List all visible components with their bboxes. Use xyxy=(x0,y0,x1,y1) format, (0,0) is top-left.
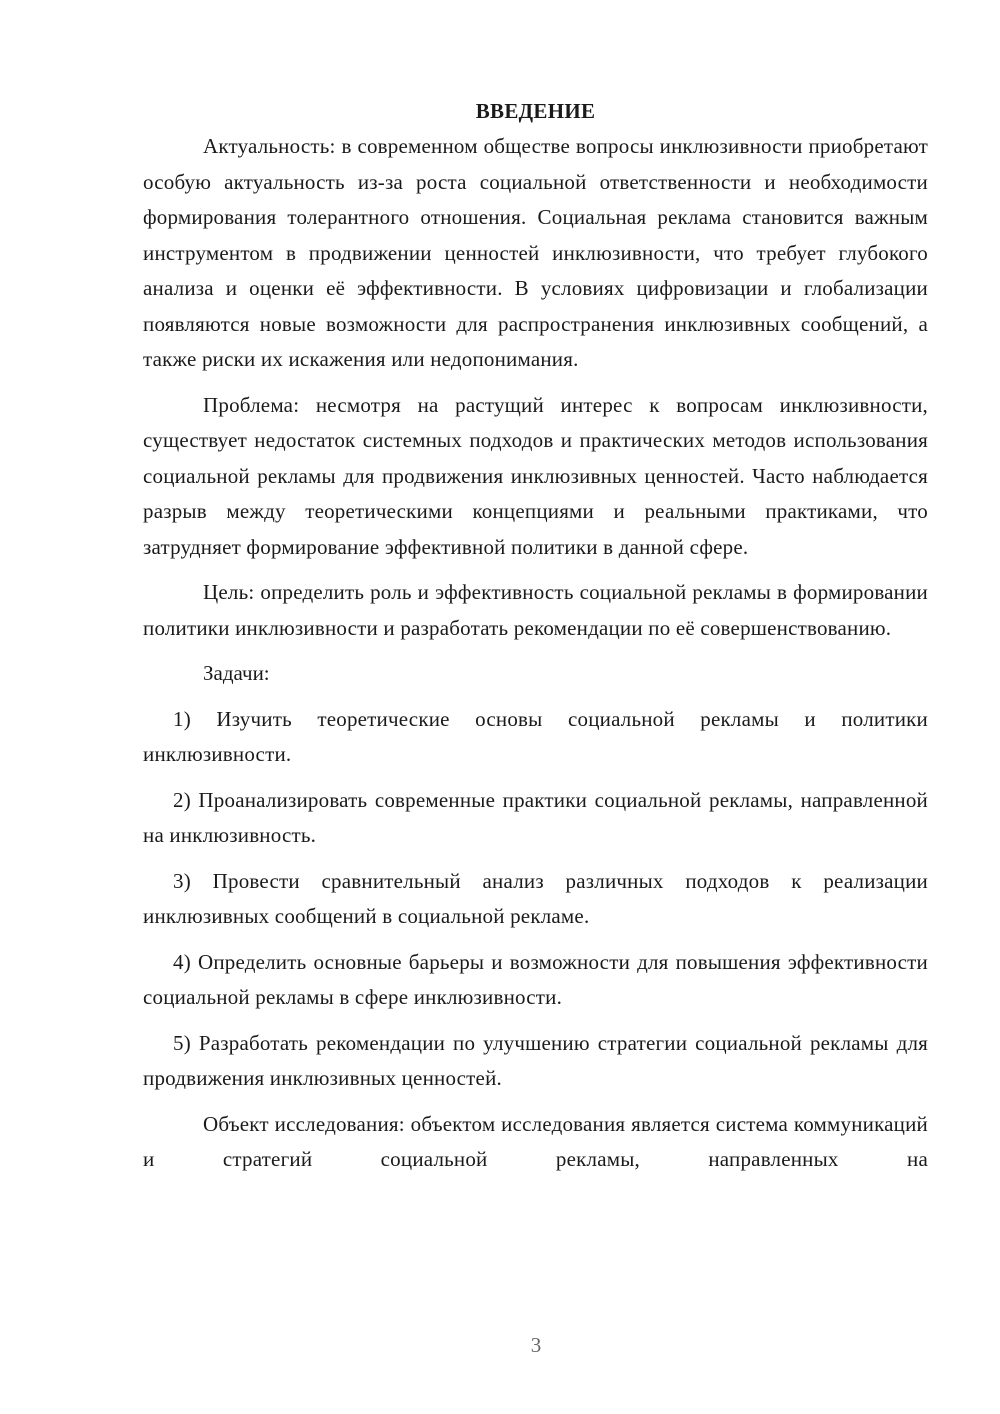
relevance-paragraph: Актуальность: в современном обществе вопросы инклюзивности приобретают особую актуальность из-за роста социальной ответственности и необходимости формирования толерантного отношения. Социальная реклама становится важным инструментом в продвижении ценностей инклюзивности, что требует глубокого анализа и оценки её эффективности. В условиях цифровизации и глобализации появляются новые возможности для распространения инклюзивных сообщений, а также риски их искажения или недопонимания. xyxy=(143,134,928,371)
section-heading: ВВЕДЕНИЕ xyxy=(475,99,596,123)
task-item: 5) Разработать рекомендации по улучшению стратегии социальной рекламы для продвижения инклюзивных ценностей. xyxy=(143,1030,928,1090)
object-paragraph: Объект исследования: объектом исследования является система коммуникаций и стратегий социальной рекламы, направленных на xyxy=(143,1111,928,1171)
goal-paragraph: Цель: определить роль и эффективность социальной рекламы в формировании политики инклюзивности и разработать рекомендации по её совершенствованию. xyxy=(143,580,928,640)
task-item: 1) Изучить теоретические основы социальной рекламы и политики инклюзивности. xyxy=(143,706,928,766)
task-item: 2) Проанализировать современные практики социальной рекламы, направленной на инклюзивность. xyxy=(143,787,928,847)
page-content xyxy=(143,94,928,1188)
task-item: 3) Провести сравнительный анализ различных подходов к реализации инклюзивных сообщений в социальной рекламе. xyxy=(143,868,928,928)
page-number: 3 xyxy=(530,1333,542,1357)
tasks-title: Задачи: xyxy=(203,661,270,685)
task-item: 4) Определить основные барьеры и возможности для повышения эффективности социальной рекламы в сфере инклюзивности. xyxy=(143,949,928,1009)
problem-paragraph: Проблема: несмотря на растущий интерес к вопросам инклюзивности, существует недостаток системных подходов и практических методов использования социальной рекламы для продвижения инклюзивных ценностей. Часто наблюдается разрыв между теоретическими концепциями и реальными практиками, что затрудняет формирование эффективной политики в данной сфере. xyxy=(143,392,928,559)
